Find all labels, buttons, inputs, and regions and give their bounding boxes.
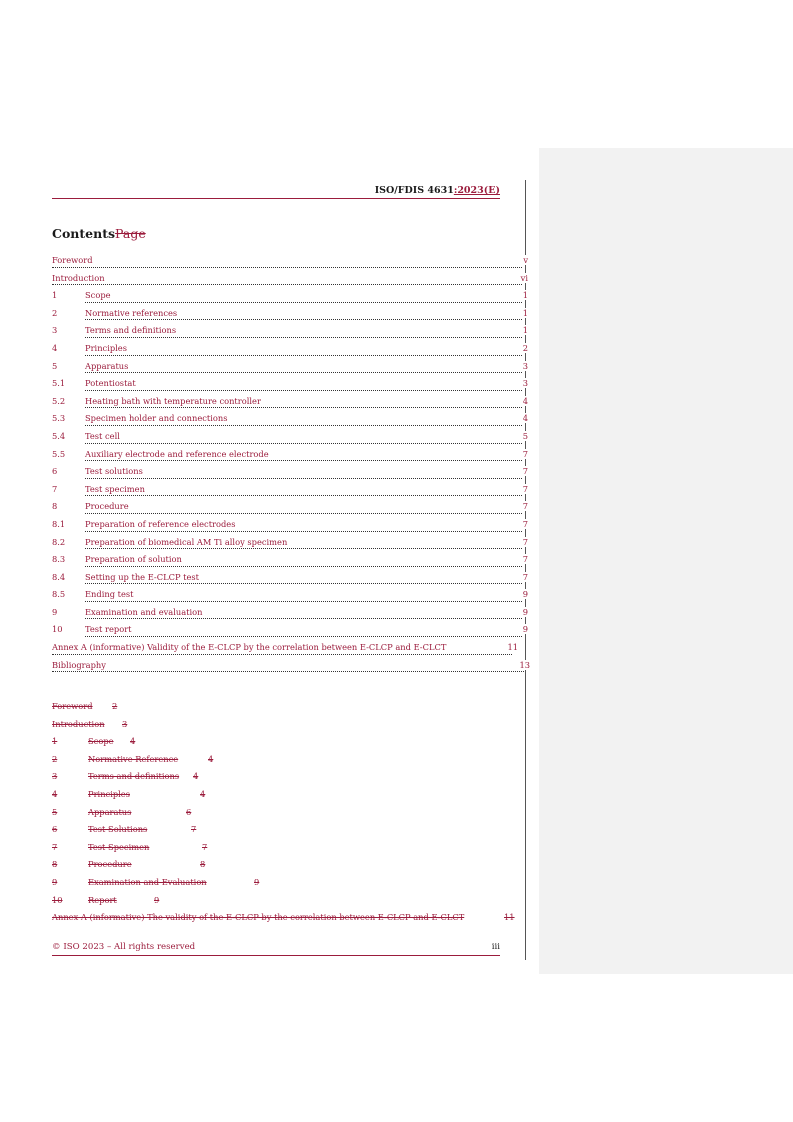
- toc-entry-page: 9: [522, 589, 528, 600]
- toc-entry-number: 8.5: [52, 589, 66, 600]
- toc-entry-page: 9: [522, 606, 528, 617]
- toc-entry-number: 5.3: [52, 413, 66, 424]
- toc-entry-page: 7: [522, 448, 528, 459]
- toc-entry-title: Test cell: [85, 430, 120, 441]
- toc-entry-number: 9: [52, 606, 58, 617]
- toc-entry-title: Procedure: [85, 501, 129, 512]
- deleted-toc-page: 9: [254, 876, 260, 887]
- toc-entry-number: 4: [52, 342, 58, 353]
- deleted-toc-entry: [52, 700, 532, 718]
- deleted-toc-entry: [52, 735, 532, 753]
- toc-entry-page: 1: [522, 325, 528, 336]
- deleted-toc-title: Test Solutions: [88, 824, 148, 835]
- header-text: [375, 185, 500, 196]
- toc-entry-title: Apparatus: [85, 360, 129, 371]
- toc-entry-title: Terms and definitions: [85, 325, 177, 336]
- contents-page-deleted: Page: [115, 226, 146, 241]
- table-of-contents: [52, 253, 530, 675]
- toc-dot-leader: [85, 337, 522, 338]
- deleted-toc-title: Apparatus: [88, 806, 132, 817]
- toc-entry-number: 8.1: [52, 518, 66, 529]
- toc-entry-page: 4: [522, 395, 528, 406]
- toc-entry-number: 5.4: [52, 430, 66, 441]
- toc-entry[interactable]: [52, 605, 528, 623]
- deleted-toc-page: 9: [154, 894, 160, 905]
- toc-dot-leader: [85, 425, 522, 426]
- toc-entry-number: 8.4: [52, 571, 66, 582]
- toc-entry-title: Test solutions: [85, 466, 143, 477]
- toc-dot-leader: [85, 513, 522, 514]
- toc-entry-page: 7: [522, 483, 528, 494]
- deleted-toc-title: Terms and definitions: [88, 771, 180, 782]
- toc-entry-title: Scope: [85, 290, 111, 301]
- toc-entry[interactable]: [52, 253, 528, 271]
- comments-pane: [539, 148, 793, 974]
- deleted-toc-title: Annex A (informative) The validity of the E-CLCP by the correlation between E-CLCP and E-CLCT: [52, 912, 465, 923]
- toc-entry-page: 1: [522, 307, 528, 318]
- toc-dot-leader: [85, 319, 522, 320]
- deleted-toc-page: 8: [200, 859, 206, 870]
- toc-entry[interactable]: [52, 341, 528, 359]
- toc-entry-page: 2: [522, 342, 528, 353]
- toc-entry-page: vi: [520, 272, 528, 283]
- toc-entry-page: 9: [522, 624, 528, 635]
- deleted-toc-number: 5: [52, 806, 58, 817]
- toc-entry-number: 5.1: [52, 378, 66, 389]
- toc-entry-page: 7: [522, 501, 528, 512]
- toc-dot-leader: [52, 671, 524, 672]
- copyright-notice: © ISO 2023 – All rights reserved: [52, 942, 196, 952]
- deleted-toc-page: 4: [193, 771, 199, 782]
- toc-dot-leader: [85, 566, 522, 567]
- toc-dot-leader: [85, 618, 522, 619]
- deleted-toc-title: Foreword: [52, 701, 93, 711]
- contents-title: Contents: [52, 226, 116, 241]
- toc-entry-number: 3: [52, 325, 58, 336]
- deleted-toc-entry: [52, 806, 532, 824]
- deleted-toc-page: 7: [202, 841, 208, 852]
- toc-entry-title: Annex A (informative) Validity of the E-CLCP by the correlation between E-CLCP and E-CLCT: [52, 642, 447, 653]
- toc-entry[interactable]: [52, 359, 528, 377]
- deleted-toc-title: Introduction: [52, 718, 105, 729]
- doc-id: ISO/FDIS 4631: [374, 185, 454, 196]
- toc-dot-leader: [52, 654, 512, 655]
- toc-dot-leader: [85, 531, 522, 532]
- toc-entry-number: 8.3: [52, 554, 66, 565]
- toc-entry-page: 4: [522, 413, 528, 424]
- toc-entry-title: Introduction: [52, 272, 105, 283]
- toc-dot-leader: [85, 548, 522, 549]
- toc-entry[interactable]: [52, 394, 528, 412]
- toc-dot-leader: [85, 390, 522, 391]
- toc-entry-page: 3: [522, 360, 528, 371]
- deleted-toc-page: 4: [200, 788, 206, 799]
- toc-dot-leader: [85, 636, 522, 637]
- toc-dot-leader: [85, 407, 522, 408]
- toc-entry-title: Foreword: [52, 255, 93, 265]
- toc-entry-page: v: [523, 255, 528, 265]
- toc-entry-number: 8: [52, 501, 58, 512]
- toc-entry[interactable]: [52, 517, 528, 535]
- deleted-toc-entry: [52, 718, 532, 736]
- toc-entry-title: Preparation of reference electrodes: [85, 518, 236, 529]
- doc-year-insertion: :2023(E): [453, 185, 500, 196]
- toc-entry[interactable]: [52, 464, 528, 482]
- deleted-toc-number: 3: [52, 771, 58, 782]
- toc-entry-number: 8.2: [52, 536, 66, 547]
- contents-heading: [52, 226, 146, 241]
- deleted-toc-entry: [52, 823, 532, 841]
- deleted-toc-number: 1: [52, 736, 58, 747]
- toc-dot-leader: [85, 443, 522, 444]
- toc-entry-title: Setting up the E-CLCP test: [85, 571, 200, 582]
- toc-entry-number: 6: [52, 466, 58, 477]
- toc-entry-title: Principles: [85, 342, 127, 353]
- deleted-toc-title: Report: [88, 894, 117, 905]
- toc-dot-leader: [52, 284, 522, 285]
- toc-entry-page: 1: [522, 290, 528, 301]
- toc-entry[interactable]: [52, 306, 528, 324]
- toc-entry[interactable]: [52, 288, 528, 306]
- toc-entry-page: 7: [522, 518, 528, 529]
- toc-entry-page: 5: [522, 430, 528, 441]
- deleted-toc-title: Scope: [88, 736, 114, 747]
- footer-rule: [52, 955, 500, 956]
- deleted-toc-number: 2: [52, 753, 58, 764]
- deleted-toc-page: 4: [208, 753, 214, 764]
- toc-entry-number: 7: [52, 483, 58, 494]
- toc-entry[interactable]: [52, 587, 528, 605]
- toc-entry-title: Test specimen: [85, 483, 145, 494]
- toc-entry[interactable]: [52, 447, 528, 465]
- toc-entry-title: Preparation of biomedical AM Ti alloy specimen: [85, 536, 288, 547]
- deleted-toc-number: 9: [52, 876, 58, 887]
- toc-entry-number: 1: [52, 290, 58, 301]
- toc-entry-page: 7: [522, 466, 528, 477]
- deleted-toc-entry: [52, 753, 532, 771]
- toc-dot-leader: [85, 478, 522, 479]
- toc-entry[interactable]: [52, 271, 528, 289]
- toc-entry[interactable]: [52, 535, 528, 553]
- deleted-toc-page: 7: [191, 824, 197, 835]
- toc-entry-title: Specimen holder and connections: [85, 413, 228, 424]
- toc-entry-title: Potentiostat: [85, 378, 136, 389]
- toc-entry[interactable]: [52, 622, 528, 640]
- toc-entry-title: Normative references: [85, 307, 178, 318]
- toc-dot-leader: [85, 302, 522, 303]
- toc-entry[interactable]: [52, 411, 528, 429]
- deleted-toc-number: 8: [52, 859, 58, 870]
- toc-entry-number: 2: [52, 307, 58, 318]
- toc-entry[interactable]: [52, 323, 528, 341]
- toc-entry-number: 5.2: [52, 395, 66, 406]
- deleted-toc-page: 4: [130, 736, 136, 747]
- toc-dot-leader: [85, 495, 522, 496]
- toc-entry-page: 7: [522, 536, 528, 547]
- deleted-toc-entry: [52, 841, 532, 859]
- toc-entry[interactable]: [52, 570, 528, 588]
- toc-entry-number: 5.5: [52, 448, 66, 459]
- toc-dot-leader: [85, 372, 522, 373]
- toc-entry-title: Test report: [85, 624, 132, 635]
- deleted-toc-title: Principles: [88, 788, 130, 799]
- deleted-toc-entry: [52, 911, 532, 929]
- deleted-toc-entry: [52, 894, 532, 912]
- toc-entry-title: Examination and evaluation: [85, 606, 203, 617]
- deleted-toc-page: 2: [112, 701, 118, 711]
- toc-entry-page: 3: [522, 378, 528, 389]
- toc-entry[interactable]: [52, 658, 530, 676]
- deleted-table-of-contents: [52, 700, 532, 929]
- deleted-toc-page: 6: [186, 806, 192, 817]
- toc-entry-page: 11: [507, 642, 518, 653]
- deleted-toc-title: Test Specimen: [88, 841, 150, 852]
- deleted-toc-title: Examination and Evaluation: [88, 876, 207, 887]
- toc-entry-number: 5: [52, 360, 58, 371]
- deleted-toc-number: 4: [52, 788, 58, 799]
- deleted-toc-title: Procedure: [88, 859, 132, 870]
- toc-entry-page: 13: [519, 659, 530, 670]
- deleted-toc-number: 7: [52, 841, 58, 852]
- toc-entry-page: 7: [522, 554, 528, 565]
- toc-entry[interactable]: [52, 376, 528, 394]
- toc-dot-leader: [85, 601, 522, 602]
- toc-entry-title: Preparation of solution: [85, 554, 182, 565]
- deleted-toc-number: 10: [52, 894, 63, 905]
- toc-entry[interactable]: [52, 640, 518, 658]
- deleted-toc-entry: [52, 876, 532, 894]
- running-header: [52, 184, 500, 199]
- toc-dot-leader: [85, 583, 522, 584]
- toc-entry-title: Heating bath with temperature controller: [85, 395, 261, 406]
- page-footer: [52, 942, 500, 956]
- toc-entry[interactable]: [52, 499, 528, 517]
- page-number: iii: [491, 942, 500, 952]
- toc-entry-number: 10: [52, 624, 63, 635]
- toc-entry[interactable]: [52, 482, 528, 500]
- deleted-toc-entry: [52, 788, 532, 806]
- deleted-toc-number: 6: [52, 824, 58, 835]
- deleted-toc-page: 3: [122, 718, 128, 729]
- deleted-toc-entry: [52, 770, 532, 788]
- toc-entry-title: Auxiliary electrode and reference electrode: [85, 448, 269, 459]
- toc-entry[interactable]: [52, 552, 528, 570]
- toc-entry-title: Ending test: [85, 589, 134, 600]
- header-rule: [52, 198, 500, 199]
- deleted-toc-page: 11: [504, 912, 515, 923]
- toc-dot-leader: [85, 460, 522, 461]
- toc-dot-leader: [85, 355, 522, 356]
- toc-entry-title: Bibliography: [52, 659, 106, 670]
- deleted-toc-entry: [52, 858, 532, 876]
- toc-entry[interactable]: [52, 429, 528, 447]
- toc-entry-page: 7: [522, 571, 528, 582]
- toc-dot-leader: [52, 267, 522, 268]
- deleted-toc-title: Normative Reference: [88, 753, 179, 764]
